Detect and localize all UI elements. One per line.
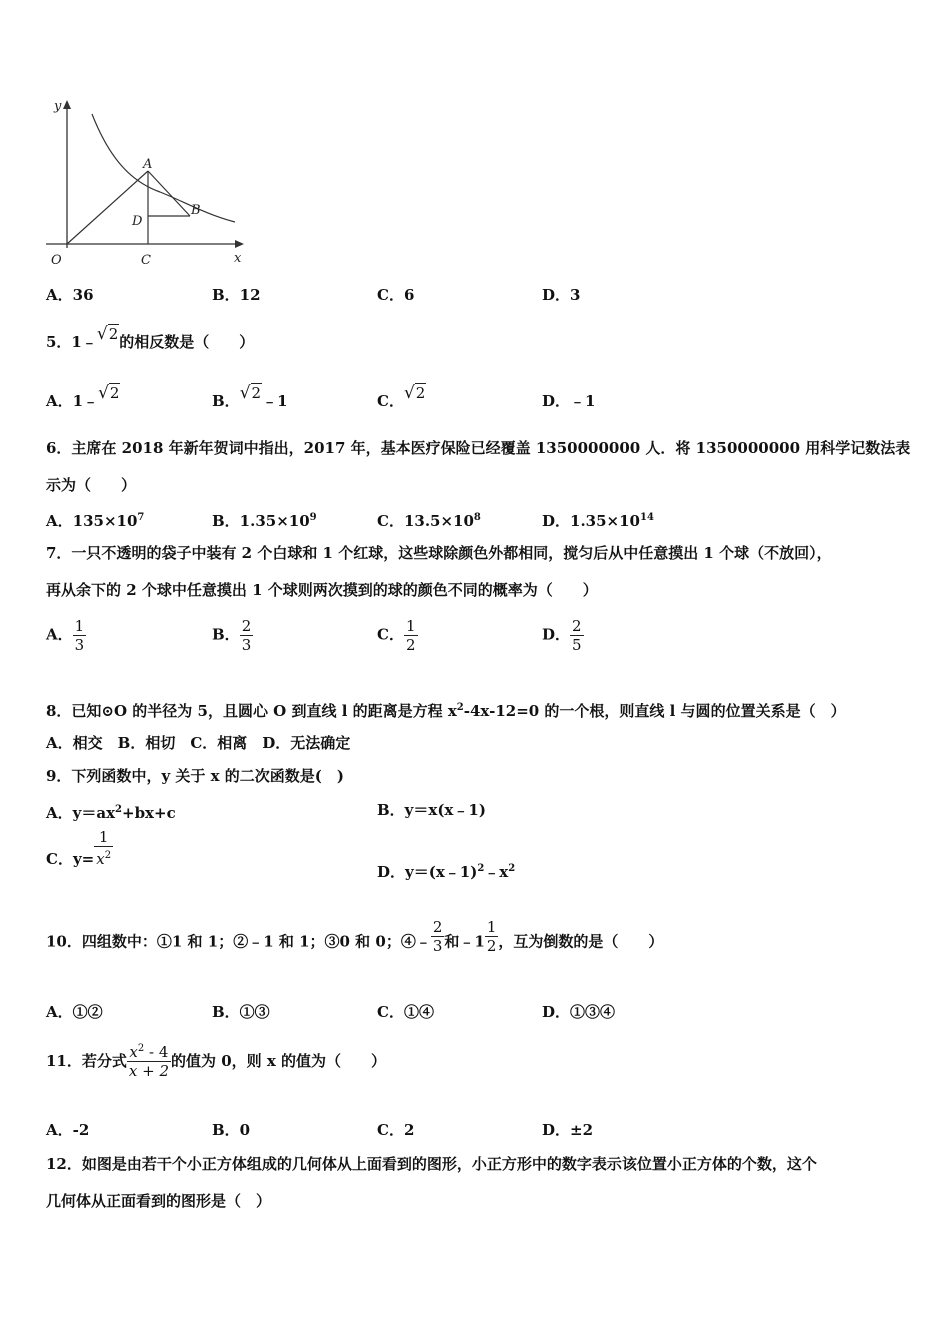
q7-option-c[interactable]: C． $\frac{1}{2}$ <box>377 617 416 654</box>
q7-option-b[interactable]: B． $\frac{2}{3}$ <box>212 617 252 654</box>
q9-option-d[interactable]: D．$y=(x﹣1)^2﹣x^2$ <box>377 863 516 881</box>
q6-line1: 6．主席在 2018 年新年贺词中指出，2017 年，基本医疗保险已经覆盖 1350000000 人．将 1350000000 用科学记数法表 <box>46 439 911 457</box>
q11-option-c[interactable]: C．2 <box>377 1121 415 1139</box>
q5-rest: 的相反数是（ ） <box>119 333 255 351</box>
q9-option-c[interactable]: C．y= $\frac{1}{x^2}$ <box>46 828 112 868</box>
q4-figure <box>40 98 250 270</box>
q12-line2: 几何体从正面看到的图形是（ ） <box>46 1192 272 1210</box>
q9-stem: 9．下列函数中，y 关于 x 的二次函数是( ) <box>46 767 344 785</box>
q6-line2: 示为（ ） <box>46 476 137 494</box>
q4-option-c[interactable]: C．6 <box>377 286 415 304</box>
q8-options[interactable]: A．相交 B．相切 C．相离 D．无法确定 <box>46 734 351 752</box>
q7-option-d[interactable]: D． $\frac{2}{5}$ <box>542 617 582 654</box>
q5-option-b[interactable]: B．√2﹣1 <box>212 383 288 410</box>
q10-option-a[interactable]: A．①② <box>46 1003 103 1021</box>
segment-AB <box>148 171 190 216</box>
segment-OA <box>67 171 148 244</box>
q5-option-a[interactable]: A．1﹣√2 <box>46 383 120 410</box>
q8-line1: 8．已知⊙O 的半径为 5，且圆心 O 到直线 l 的距离是方程 $x^2-4x-12=0$ 的一个根，则直线 l 与圆的位置关系是（ ） <box>46 702 846 720</box>
q6-option-a[interactable]: A．$135\times 10^7$ <box>46 512 145 530</box>
label-C: C <box>141 253 151 268</box>
q11-option-a[interactable]: A．-2 <box>46 1121 90 1139</box>
x-axis-arrow <box>235 240 244 248</box>
q10-option-d[interactable]: D．①③④ <box>542 1003 616 1021</box>
label-y: y <box>54 99 62 114</box>
q11-option-b[interactable]: B．0 <box>212 1121 251 1139</box>
q4-option-a[interactable]: A．36 <box>46 286 94 304</box>
q9-option-a[interactable]: A．$y=ax^2+bx+c$ <box>46 804 176 822</box>
q5-sqrt: √2 <box>96 324 119 344</box>
q7-option-a[interactable]: A． $\frac{1}{3}$ <box>46 617 85 654</box>
hyperbola-curve <box>92 114 235 222</box>
y-axis-arrow <box>63 100 71 109</box>
q4-option-d[interactable]: D．3 <box>542 286 581 304</box>
q7-line2: 再从余下的 2 个球中任意摸出 1 个球则两次摸到的球的颜色不同的概率为（ ） <box>46 581 598 599</box>
label-x: x <box>234 251 242 266</box>
label-D: D <box>132 214 143 229</box>
q11-option-d[interactable]: D．±2 <box>542 1121 594 1139</box>
q5-stem <box>46 324 255 352</box>
label-B: B <box>191 203 201 218</box>
q11-stem: 11．若分式 $\frac{x^2 - 4}{x + 2}$ 的值为 0，则 x 的值为（ ） <box>46 1042 386 1082</box>
q6-option-b[interactable]: B．$1.35\times 10^9$ <box>212 512 317 530</box>
q10-option-b[interactable]: B．①③ <box>212 1003 270 1021</box>
q4-option-b[interactable]: B．12 <box>212 286 261 304</box>
label-A: A <box>143 157 153 172</box>
q7-line1: 7．一只不透明的袋子中装有 2 个白球和 1 个红球，这些球除颜色外都相同，搅匀后从中任意摸出 1 个球（不放回）， <box>46 544 832 562</box>
q5-option-d[interactable]: D．﹣1 <box>542 392 596 410</box>
q5-number: 5．1﹣ <box>46 333 97 351</box>
label-O: O <box>51 253 62 268</box>
q6-option-d[interactable]: D．$1.35\times 10^{14}$ <box>542 512 654 530</box>
q6-option-c[interactable]: C．$13.5\times 10^8$ <box>377 512 481 530</box>
q12-line1: 12．如图是由若干个小正方体组成的几何体从上面看到的图形，小正方形中的数字表示该位置小正方体的个数，这个 <box>46 1155 817 1173</box>
q10-stem: 10．四组数中：①1 和 1；②﹣1 和 1；③0 和 0；④﹣ $\frac{2}{3}$ 和﹣1 $\frac{1}{2}$ ，互为倒数的是（ ） <box>46 918 664 955</box>
q9-option-b[interactable]: B．y＝x(x﹣1) <box>377 801 486 819</box>
q5-option-c[interactable]: C．√2 <box>377 383 426 410</box>
q10-option-c[interactable]: C．①④ <box>377 1003 434 1021</box>
